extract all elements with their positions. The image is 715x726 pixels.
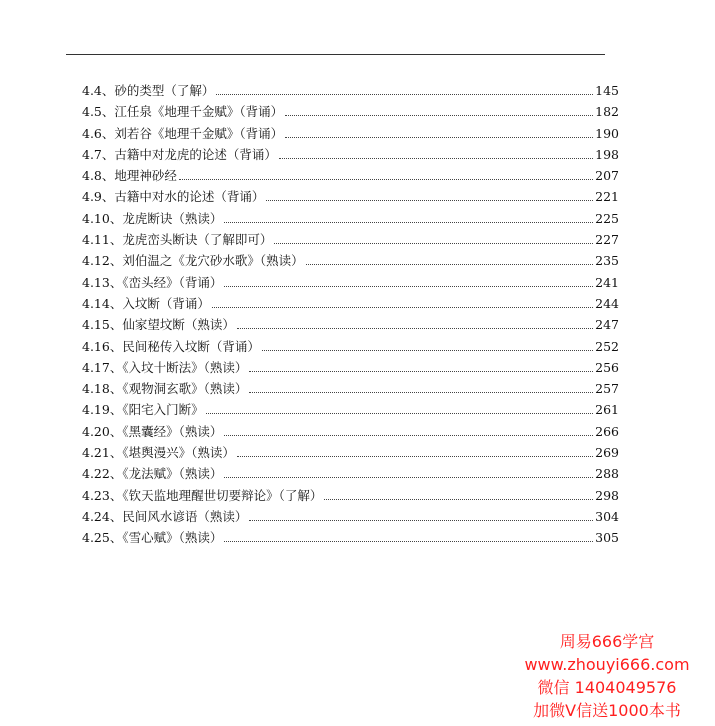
toc-leader-dots: [274, 242, 593, 244]
toc-entry-title: 4.5、江任泉《地理千金赋》（背诵）: [82, 104, 284, 120]
toc-entry-page: 298: [595, 487, 619, 503]
toc-entry-page: 261: [595, 402, 619, 418]
table-of-contents: [82, 80, 619, 549]
toc-entry-title: 4.22、《龙法赋》（熟读）: [82, 466, 223, 482]
toc-entry-page: 256: [595, 359, 619, 375]
toc-entry-page: 182: [595, 104, 619, 120]
toc-entry-page: 207: [595, 168, 619, 184]
toc-leader-dots: [224, 540, 593, 542]
toc-entry-title: 4.8、地理神砂经: [82, 168, 177, 184]
toc-entry[interactable]: [82, 463, 619, 484]
toc-entry-title: 4.13、《峦头经》（背诵）: [82, 274, 223, 290]
toc-entry[interactable]: [82, 101, 619, 122]
toc-leader-dots: [285, 136, 593, 138]
toc-entry[interactable]: [82, 527, 619, 548]
toc-entry-title: 4.17、《入坟十断法》（熟读）: [82, 359, 248, 375]
toc-leader-dots: [212, 306, 593, 308]
toc-leader-dots: [262, 349, 593, 351]
toc-entry-title: 4.24、民间风水谚语（熟读）: [82, 508, 248, 524]
watermark-line: 周易666学宫: [559, 632, 655, 651]
toc-leader-dots: [266, 199, 593, 201]
toc-entry[interactable]: [82, 208, 619, 229]
toc-entry-title: 4.21、《堪舆漫兴》（熟读）: [82, 445, 235, 461]
toc-entry[interactable]: [82, 123, 619, 144]
toc-entry-title: 4.9、古籍中对水的论述（背诵）: [82, 189, 265, 205]
toc-leader-dots: [237, 327, 593, 329]
toc-leader-dots: [237, 455, 593, 457]
toc-entry[interactable]: [82, 357, 619, 378]
watermark-line: www.zhouyi666.com: [524, 655, 690, 674]
toc-entry[interactable]: [82, 144, 619, 165]
toc-entry-page: 247: [595, 317, 619, 333]
toc-entry[interactable]: [82, 293, 619, 314]
toc-entry[interactable]: [82, 485, 619, 506]
toc-entry[interactable]: [82, 314, 619, 335]
toc-entry-page: 304: [595, 508, 619, 524]
toc-leader-dots: [206, 412, 594, 414]
toc-entry-title: 4.16、民间秘传入坟断（背诵）: [82, 338, 260, 354]
toc-entry-page: 305: [595, 530, 619, 546]
toc-leader-dots: [224, 285, 593, 287]
toc-entry-title: 4.19、《阳宅入门断》: [82, 402, 204, 418]
toc-entry[interactable]: [82, 399, 619, 420]
toc-entry-page: 269: [595, 445, 619, 461]
toc-entry-title: 4.25、《雪心赋》（熟读）: [82, 530, 223, 546]
toc-entry-page: 266: [595, 423, 619, 439]
toc-entry-title: 4.11、龙虎峦头断诀（了解即可）: [82, 232, 273, 248]
toc-leader-dots: [224, 434, 593, 436]
toc-leader-dots: [179, 178, 593, 180]
toc-leader-dots: [224, 476, 593, 478]
toc-entry[interactable]: [82, 421, 619, 442]
toc-entry-page: 244: [595, 295, 619, 311]
toc-leader-dots: [216, 93, 593, 95]
toc-entry-title: 4.6、刘若谷《地理千金赋》（背诵）: [82, 125, 284, 141]
toc-entry-page: 190: [595, 125, 619, 141]
toc-entry[interactable]: [82, 80, 619, 101]
toc-entry-title: 4.15、仙家望坟断（熟读）: [82, 317, 235, 333]
toc-entry[interactable]: [82, 378, 619, 399]
toc-leader-dots: [306, 263, 594, 265]
toc-entry-page: 221: [595, 189, 619, 205]
toc-entry-page: 145: [595, 83, 619, 98]
toc-entry-page: 257: [595, 381, 619, 397]
toc-entry-title: 4.18、《观物洞玄歌》（熟读）: [82, 381, 248, 397]
toc-entry-title: 4.14、入坟断（背诵）: [82, 295, 210, 311]
toc-entry[interactable]: [82, 506, 619, 527]
watermark-line: 微信 1404049576: [537, 678, 677, 697]
toc-entry-page: 198: [595, 146, 619, 162]
toc-entry-title: 4.20、《黑囊经》（熟读）: [82, 423, 223, 439]
toc-entry[interactable]: [82, 250, 619, 271]
toc-entry-page: 227: [595, 232, 619, 248]
toc-entry-title: 4.23、《钦天监地理醒世切要辩论》（了解）: [82, 487, 323, 503]
toc-leader-dots: [249, 391, 593, 393]
toc-entry[interactable]: [82, 272, 619, 293]
toc-entry-title: 4.4、砂的类型（了解）: [82, 83, 215, 98]
toc-entry[interactable]: [82, 186, 619, 207]
toc-entry-page: 252: [595, 338, 619, 354]
toc-entry[interactable]: [82, 442, 619, 463]
toc-entry[interactable]: [82, 336, 619, 357]
watermark: [507, 630, 707, 722]
toc-leader-dots: [249, 370, 593, 372]
toc-entry[interactable]: [82, 165, 619, 186]
toc-entry-title: 4.7、古籍中对龙虎的论述（背诵）: [82, 146, 277, 162]
toc-leader-dots: [249, 519, 593, 521]
toc-leader-dots: [324, 498, 593, 500]
toc-entry-page: 235: [595, 253, 619, 269]
toc-entry-title: 4.10、龙虎断诀（熟读）: [82, 210, 223, 226]
toc-entry-page: 288: [595, 466, 619, 482]
toc-leader-dots: [285, 114, 593, 116]
watermark-line: 加微V信送1000本书: [533, 701, 681, 720]
toc-leader-dots: [224, 221, 593, 223]
toc-entry-page: 225: [595, 210, 619, 226]
toc-leader-dots: [279, 157, 593, 159]
toc-entry[interactable]: [82, 229, 619, 250]
toc-entry-page: 241: [595, 274, 619, 290]
toc-entry-title: 4.12、刘伯温之《龙穴砂水歌》（熟读）: [82, 253, 304, 269]
header-rule: [66, 54, 605, 55]
